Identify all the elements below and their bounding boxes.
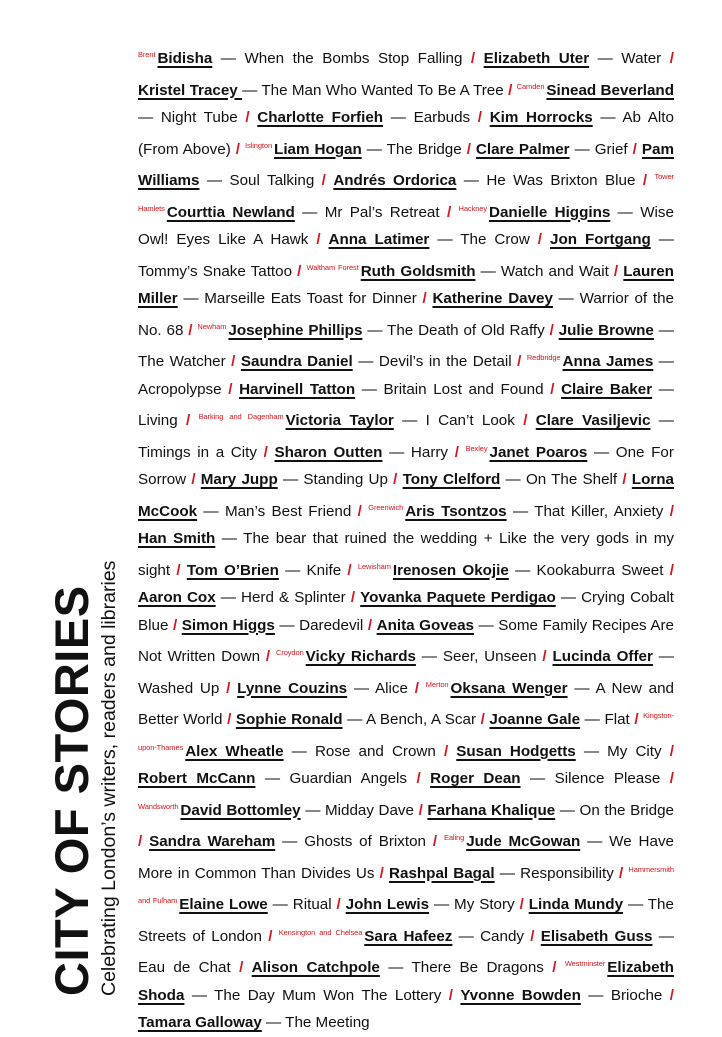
borough-label: Westminster bbox=[564, 959, 606, 968]
story-title: The Streets of London bbox=[138, 896, 674, 945]
author-name: Lauren Miller bbox=[138, 262, 674, 307]
borough-label: Camden bbox=[516, 81, 545, 91]
borough-label: Barking and Dagenham bbox=[198, 412, 284, 421]
story-title: That Killer, Anxiety bbox=[534, 502, 664, 520]
borough-label: Wandsworth bbox=[138, 801, 179, 811]
borough-label: Brent bbox=[138, 50, 156, 59]
author-name: John Lewis bbox=[345, 896, 430, 913]
author-name: Oksana Wenger bbox=[450, 679, 568, 697]
author-name: Jon Fortgang bbox=[550, 231, 651, 248]
separator-slash: / bbox=[297, 262, 302, 280]
story-title: Soul Talking bbox=[229, 172, 315, 189]
separator-slash: / bbox=[477, 109, 483, 126]
story-title: The Day Mum Won The Lottery bbox=[214, 986, 442, 1004]
separator-slash: / bbox=[336, 896, 341, 913]
author-name: Harvinell Tatton bbox=[239, 380, 356, 398]
story-entry: / $^{Croydon}$ Vicky Richards — Seer, Unseen bbox=[265, 648, 537, 665]
separator-slash: / bbox=[642, 172, 648, 189]
separator-slash: / bbox=[669, 561, 674, 579]
story-entry: / Claire Baker — Living bbox=[138, 380, 674, 429]
story-entry: / Tom O’Brien — Knife bbox=[176, 561, 342, 579]
story-entry: / Julie Browne — The Watcher bbox=[138, 321, 674, 370]
separator-slash: / bbox=[669, 502, 674, 520]
page-subtitle: Celebrating London’s writers, readers and libraries bbox=[98, 560, 120, 996]
separator-slash: / bbox=[537, 231, 543, 248]
author-name: Tony Clelford bbox=[402, 471, 501, 488]
story-title: My City bbox=[607, 742, 662, 760]
separator-slash: / bbox=[245, 109, 250, 126]
story-entry: / $^{Ealing}$ Jude McGowan — We Have More in Common Than Divides Us bbox=[138, 833, 674, 882]
separator-slash: / bbox=[357, 502, 362, 520]
story-entry: / $^{Wandsworth}$ David Bottomley — Midday Dave bbox=[138, 770, 674, 819]
story-entry: / Saundra Daniel — Devil’s in the Detail bbox=[231, 353, 512, 370]
story-entry: $^{Brent}$ Bidisha — When the Bombs Stop Falling bbox=[138, 50, 463, 67]
author-name: Josephine Phillips bbox=[228, 321, 363, 339]
story-entry: / Tamara Galloway — The Meeting bbox=[138, 986, 674, 1031]
story-title: Watch and Wait bbox=[500, 262, 609, 280]
story-title: Crying Cobalt Blue bbox=[138, 589, 674, 634]
separator-slash: / bbox=[138, 833, 143, 850]
separator-slash: / bbox=[414, 679, 419, 697]
borough-label: Kingston-upon-Thames bbox=[138, 711, 674, 752]
separator-slash: / bbox=[393, 471, 398, 488]
separator-slash: / bbox=[480, 711, 485, 728]
story-entry: / $^{Kensington and Chelsea}$ Sara Hafeez — Candy bbox=[268, 927, 524, 945]
story-title: Standing Up bbox=[303, 471, 388, 488]
story-entry: / Robert McCann — Guardian Angels bbox=[138, 742, 674, 787]
author-name: Alison Catchpole bbox=[251, 959, 380, 976]
author-name: Anita Goveas bbox=[376, 616, 475, 634]
author-name: Julie Browne bbox=[558, 321, 654, 339]
story-title: Ritual bbox=[292, 896, 332, 913]
story-entry: / Elizabeth Uter — Water bbox=[470, 50, 662, 67]
story-entry: / $^{Hackney}$ Danielle Higgins — Wise Owl! Eyes Like A Hawk bbox=[138, 203, 674, 248]
story-title: Marseille Eats Toast for Dinner bbox=[204, 290, 417, 307]
story-entry: / $^{Greenwich}$ Aris Tsontzos — That Killer, Anxiety bbox=[357, 502, 664, 520]
borough-label: Hackney bbox=[458, 203, 488, 213]
separator-slash: / bbox=[470, 50, 476, 67]
author-name: Saundra Daniel bbox=[240, 353, 353, 370]
story-title: I Can’t Look bbox=[425, 412, 515, 429]
story-title: Ab Alto (From Above) bbox=[138, 109, 674, 158]
separator-slash: / bbox=[367, 616, 373, 634]
story-title: Warrior of the No. 68 bbox=[138, 290, 674, 339]
story-title: The Watcher bbox=[138, 353, 226, 370]
story-title: Seer, Unseen bbox=[442, 648, 537, 665]
separator-slash: / bbox=[172, 616, 178, 634]
author-name: Sophie Ronald bbox=[235, 711, 343, 728]
separator-slash: / bbox=[448, 986, 453, 1004]
author-name: Pam Williams bbox=[138, 140, 674, 189]
story-entry: / $^{Kingston-upon-Thames}$ Alex Wheatle — Rose and Crown bbox=[138, 711, 674, 760]
author-name: Elizabeth Uter bbox=[483, 50, 590, 67]
story-entry: / Farhana Khalique — On the Bridge bbox=[418, 801, 674, 819]
separator-slash: / bbox=[443, 742, 449, 760]
separator-slash: / bbox=[235, 140, 240, 158]
story-entry: / $^{Bexley}$ Janet Poaros — One For Sorrow bbox=[138, 443, 674, 488]
separator-slash: / bbox=[622, 471, 627, 488]
story-entry: / $^{Hammersmith and Fulham}$ Elaine Lowe — Ritual bbox=[138, 864, 674, 913]
story-entry: / Joanne Gale — Flat bbox=[480, 711, 630, 728]
separator-slash: / bbox=[422, 290, 427, 307]
story-entry: / Sophie Ronald — A Bench, A Scar bbox=[227, 711, 477, 728]
author-name: Farhana Khalique bbox=[427, 801, 556, 819]
author-name: Anna James bbox=[562, 353, 654, 370]
author-name: Jude McGowan bbox=[466, 833, 581, 850]
separator-slash: / bbox=[350, 589, 356, 606]
author-name: Anna Latimer bbox=[328, 231, 430, 248]
author-name: Elizabeth Shoda bbox=[138, 959, 674, 1004]
borough-label: Kensington and Chelsea bbox=[278, 927, 363, 937]
story-entry: / John Lewis — My Story bbox=[336, 896, 515, 913]
separator-slash: / bbox=[265, 648, 271, 665]
separator-slash: / bbox=[632, 140, 637, 158]
story-entry: / $^{Westminster}$ Elizabeth Shoda — The Day Mum Won The Lottery bbox=[138, 959, 674, 1004]
story-title: Kookaburra Sweet bbox=[536, 561, 664, 579]
author-name: Joanne Gale bbox=[489, 711, 581, 728]
story-title: Daredevil bbox=[299, 616, 364, 634]
author-name: Bidisha bbox=[157, 50, 213, 67]
story-entry: / Elisabeth Guss — Eau de Chat bbox=[138, 927, 674, 976]
author-name: Charlotte Forfieh bbox=[257, 109, 384, 126]
story-entry: / Sharon Outten — Harry bbox=[263, 443, 449, 461]
separator-slash: / bbox=[418, 801, 423, 819]
author-name: Claire Baker bbox=[561, 380, 653, 398]
author-name: Lorna McCook bbox=[138, 471, 674, 520]
story-title: Midday Dave bbox=[324, 801, 414, 819]
story-title: The Death of Old Raffy bbox=[387, 321, 545, 339]
author-name: Rashpal Bagal bbox=[389, 864, 495, 882]
separator-slash: / bbox=[416, 770, 421, 787]
separator-slash: / bbox=[176, 561, 181, 579]
author-name: Elaine Lowe bbox=[179, 896, 268, 913]
story-entry: / Lauren Miller — Marseille Eats Toast for Dinner bbox=[138, 262, 674, 307]
author-name: Janet Poaros bbox=[489, 443, 588, 461]
story-entry: / $^{Merton}$ Oksana Wenger — A New and Better World bbox=[138, 679, 674, 728]
story-entry: / Yovanka Paquete Perdigao — Crying Cobalt Blue bbox=[138, 589, 674, 634]
author-name: Irenosen Okojie bbox=[392, 561, 509, 579]
author-name: Vicky Richards bbox=[305, 648, 416, 665]
story-entry: / Simon Higgs — Daredevil bbox=[172, 616, 364, 634]
story-entry: / $^{Camden}$ Sinead Beverland — Night Tube bbox=[138, 81, 674, 126]
story-list bbox=[138, 41, 674, 1037]
author-name: Kim Horrocks bbox=[489, 109, 593, 126]
story-entry: / Lucinda Offer — Washed Up bbox=[138, 648, 674, 697]
story-title: Wise Owl! Eyes Like A Hawk bbox=[138, 203, 674, 248]
separator-slash: / bbox=[618, 864, 624, 882]
separator-slash: / bbox=[228, 380, 233, 398]
separator-slash: / bbox=[508, 81, 513, 99]
story-entry: / Lynne Couzins — Alice bbox=[226, 679, 408, 697]
borough-label: Islington bbox=[245, 140, 273, 150]
story-entry: / Anita Goveas — Some Family Recipes Are Not Written Down bbox=[138, 616, 674, 665]
separator-slash: / bbox=[268, 927, 273, 945]
story-title: Herd & Splinter bbox=[241, 589, 346, 606]
story-entry: / Yvonne Bowden — Brioche bbox=[448, 986, 663, 1004]
story-title: The bear that ruined the wedding + Like the very gods in my sight bbox=[138, 530, 674, 579]
separator-slash: / bbox=[446, 203, 452, 221]
story-entry: / Sandra Wareham — Ghosts of Brixton bbox=[138, 833, 426, 850]
story-title: Timings in a City bbox=[138, 443, 257, 461]
story-entry: / $^{Newham}$ Josephine Phillips — The Death of Old Raffy bbox=[188, 321, 545, 339]
separator-slash: / bbox=[466, 140, 471, 158]
vertical-header bbox=[18, 36, 118, 996]
author-name: Mary Jupp bbox=[200, 471, 278, 488]
author-name: Courttia Newland bbox=[166, 203, 295, 221]
story-entry: / Kim Horrocks — Ab Alto (From Above) bbox=[138, 109, 674, 158]
author-name: Linda Mundy bbox=[528, 896, 624, 913]
story-entry: / Roger Dean — Silence Please bbox=[416, 770, 661, 787]
author-name: Kristel Tracey bbox=[138, 81, 243, 99]
author-name: Robert McCann bbox=[138, 770, 256, 787]
story-title: Man’s Best Friend bbox=[224, 502, 352, 520]
author-name: Ruth Goldsmith bbox=[360, 262, 476, 280]
separator-slash: / bbox=[530, 927, 535, 945]
story-entry: / Clare Palmer — Grief bbox=[466, 140, 628, 158]
borough-label: Waltham Forest bbox=[306, 262, 359, 272]
author-name: Sandra Wareham bbox=[149, 833, 276, 850]
story-title: On The Shelf bbox=[525, 471, 618, 488]
story-entry: / $^{Barking and Dagenham}$ Victoria Taylor — I Can’t Look bbox=[186, 412, 515, 429]
story-entry: / $^{Lewisham}$ Irenosen Okojie — Kookaburra Sweet bbox=[347, 561, 664, 579]
story-entry: / $^{Waltham Forest}$ Ruth Goldsmith — Watch and Wait bbox=[297, 262, 609, 280]
story-title: Grief bbox=[594, 140, 628, 158]
separator-slash: / bbox=[188, 321, 193, 339]
story-title: The Crow bbox=[460, 231, 530, 248]
story-title: Mr Pal’s Retreat bbox=[324, 203, 440, 221]
borough-label: Ealing bbox=[443, 833, 465, 842]
story-entry: / Rashpal Bagal — Responsibility bbox=[379, 864, 614, 882]
author-name: Clare Vasiljevic bbox=[535, 412, 651, 429]
separator-slash: / bbox=[432, 833, 438, 850]
story-entry: / Kristel Tracey — The Man Who Wanted To Be A Tree bbox=[138, 50, 674, 99]
author-name: Liam Hogan bbox=[274, 140, 362, 158]
story-entry: / $^{Redbridge}$ Anna James — Acropolypse bbox=[138, 353, 674, 398]
story-entry: / Pam Williams — Soul Talking bbox=[138, 140, 674, 189]
borough-label: Lewisham bbox=[357, 561, 391, 571]
story-title: Living bbox=[138, 412, 178, 429]
separator-slash: / bbox=[454, 443, 459, 461]
story-title: He Was Brixton Blue bbox=[486, 172, 636, 189]
separator-slash: / bbox=[634, 711, 639, 728]
author-name: Aaron Cox bbox=[138, 589, 216, 606]
story-title: Acropolypse bbox=[138, 380, 222, 398]
author-name: Alex Wheatle bbox=[185, 742, 284, 760]
separator-slash: / bbox=[669, 742, 674, 760]
story-title: Ghosts of Brixton bbox=[304, 833, 426, 850]
separator-slash: / bbox=[191, 471, 196, 488]
separator-slash: / bbox=[613, 262, 619, 280]
separator-slash: / bbox=[263, 443, 268, 461]
author-name: Danielle Higgins bbox=[489, 203, 611, 221]
separator-slash: / bbox=[523, 412, 528, 429]
separator-slash: / bbox=[519, 896, 524, 913]
separator-slash: / bbox=[316, 231, 321, 248]
story-title: Washed Up bbox=[138, 679, 220, 697]
borough-label: Newham bbox=[197, 321, 227, 331]
story-title: A Bench, A Scar bbox=[366, 711, 477, 728]
story-title: Tommy’s Snake Tattoo bbox=[138, 262, 293, 280]
author-name: David Bottomley bbox=[180, 801, 301, 819]
author-name: Elisabeth Guss bbox=[540, 927, 653, 945]
story-entry: / Lorna McCook — Man’s Best Friend bbox=[138, 471, 674, 520]
author-name: Katherine Davey bbox=[432, 290, 553, 307]
story-entry: / Linda Mundy — The Streets of London bbox=[138, 896, 674, 945]
author-name: Yvonne Bowden bbox=[460, 986, 581, 1004]
story-title: Earbuds bbox=[413, 109, 471, 126]
separator-slash: / bbox=[231, 353, 236, 370]
story-title: The Bridge bbox=[386, 140, 462, 158]
story-title: Brioche bbox=[610, 986, 663, 1004]
story-title: Alice bbox=[375, 679, 408, 697]
author-name: Lucinda Offer bbox=[552, 648, 653, 665]
story-title: Harry bbox=[410, 443, 449, 461]
separator-slash: / bbox=[379, 864, 384, 882]
story-title: On the Bridge bbox=[579, 801, 674, 819]
separator-slash: / bbox=[549, 321, 554, 339]
author-name: Victoria Taylor bbox=[285, 412, 394, 429]
story-entry: / Andrés Ordorica — He Was Brixton Blue bbox=[321, 172, 636, 189]
story-entry: / Tony Clelford — On The Shelf bbox=[393, 471, 618, 488]
story-title: Rose and Crown bbox=[314, 742, 436, 760]
story-entry: / Jon Fortgang — Tommy’s Snake Tattoo bbox=[138, 231, 674, 280]
separator-slash: / bbox=[186, 412, 191, 429]
story-title: The Meeting bbox=[285, 1014, 370, 1031]
author-name: Lynne Couzins bbox=[237, 679, 348, 697]
story-entry: / Charlotte Forfieh — Earbuds bbox=[245, 109, 471, 126]
story-entry: / Katherine Davey — Warrior of the No. 68 bbox=[138, 290, 674, 339]
story-title: Devil’s in the Detail bbox=[378, 353, 512, 370]
story-title: Night Tube bbox=[160, 109, 238, 126]
separator-slash: / bbox=[669, 50, 674, 67]
separator-slash: / bbox=[321, 172, 326, 189]
story-title: We Have More in Common Than Divides Us bbox=[138, 833, 674, 882]
story-title: Water bbox=[621, 50, 662, 67]
separator-slash: / bbox=[347, 561, 352, 579]
borough-label: Greenwich bbox=[368, 502, 404, 512]
story-title: Britain Lost and Found bbox=[383, 380, 544, 398]
story-title: Candy bbox=[480, 927, 524, 945]
borough-label: Merton bbox=[425, 679, 449, 689]
story-entry: / Aaron Cox — Herd & Splinter bbox=[138, 561, 674, 606]
story-entry: / Susan Hodgetts — My City bbox=[443, 742, 662, 760]
author-name: Tom O’Brien bbox=[186, 561, 279, 579]
story-entry: / Harvinell Tatton — Britain Lost and Found bbox=[228, 380, 544, 398]
author-name: Simon Higgs bbox=[181, 616, 275, 634]
author-name: Yovanka Paquete Perdigao bbox=[360, 589, 556, 606]
story-title: When the Bombs Stop Falling bbox=[244, 50, 463, 67]
separator-slash: / bbox=[669, 770, 674, 787]
author-name: Han Smith bbox=[138, 530, 216, 547]
separator-slash: / bbox=[226, 679, 231, 697]
page-title: CITY OF STORIES bbox=[45, 585, 98, 996]
story-title: Flat bbox=[604, 711, 630, 728]
story-title: Eau de Chat bbox=[138, 959, 231, 976]
author-name: Roger Dean bbox=[430, 770, 521, 787]
story-title: Knife bbox=[306, 561, 342, 579]
borough-label: Bexley bbox=[465, 443, 488, 453]
author-name: Tamara Galloway bbox=[138, 1014, 262, 1031]
story-title: One For Sorrow bbox=[138, 443, 674, 488]
borough-label: Redbridge bbox=[526, 353, 561, 362]
story-title: Silence Please bbox=[554, 770, 661, 787]
story-title: Responsibility bbox=[520, 864, 614, 882]
story-title: Guardian Angels bbox=[289, 770, 407, 787]
author-name: Aris Tsontzos bbox=[405, 502, 507, 520]
borough-label: Tower Hamlets bbox=[138, 172, 674, 213]
author-name: Susan Hodgetts bbox=[456, 742, 576, 760]
story-entry: / $^{Tower Hamlets}$ Courttia Newland — Mr Pal’s Retreat bbox=[138, 172, 674, 221]
author-name: Clare Palmer bbox=[475, 140, 570, 158]
story-entry: / $^{Islington}$ Liam Hogan — The Bridge bbox=[235, 140, 462, 158]
story-entry: / Anna Latimer — The Crow bbox=[316, 231, 530, 248]
story-entry: / Han Smith — The bear that ruined the wedding + Like the very gods in my sight bbox=[138, 502, 674, 579]
story-entry: / Alison Catchpole — There Be Dragons bbox=[239, 959, 544, 976]
story-entry: / Clare Vasiljevic — Timings in a City bbox=[138, 412, 674, 461]
author-name: Sara Hafeez bbox=[364, 927, 453, 945]
author-name: Andrés Ordorica bbox=[333, 172, 457, 189]
borough-label: Croydon bbox=[276, 648, 304, 657]
author-name: Sinead Beverland bbox=[546, 81, 674, 99]
separator-slash: / bbox=[669, 986, 674, 1004]
story-title: Some Family Recipes Are Not Written Down bbox=[138, 616, 674, 665]
borough-label: Hammersmith and Fulham bbox=[138, 864, 674, 905]
author-name: Sharon Outten bbox=[274, 443, 383, 461]
story-entry: / Mary Jupp — Standing Up bbox=[191, 471, 388, 488]
separator-slash: / bbox=[517, 353, 522, 370]
separator-slash: / bbox=[239, 959, 244, 976]
story-title: A New and Better World bbox=[138, 679, 674, 728]
separator-slash: / bbox=[542, 648, 547, 665]
separator-slash: / bbox=[227, 711, 232, 728]
story-title: There Be Dragons bbox=[411, 959, 544, 976]
story-title: The Man Who Wanted To Be A Tree bbox=[261, 81, 504, 99]
story-title: My Story bbox=[454, 896, 515, 913]
separator-slash: / bbox=[552, 959, 557, 976]
separator-slash: / bbox=[550, 380, 555, 398]
